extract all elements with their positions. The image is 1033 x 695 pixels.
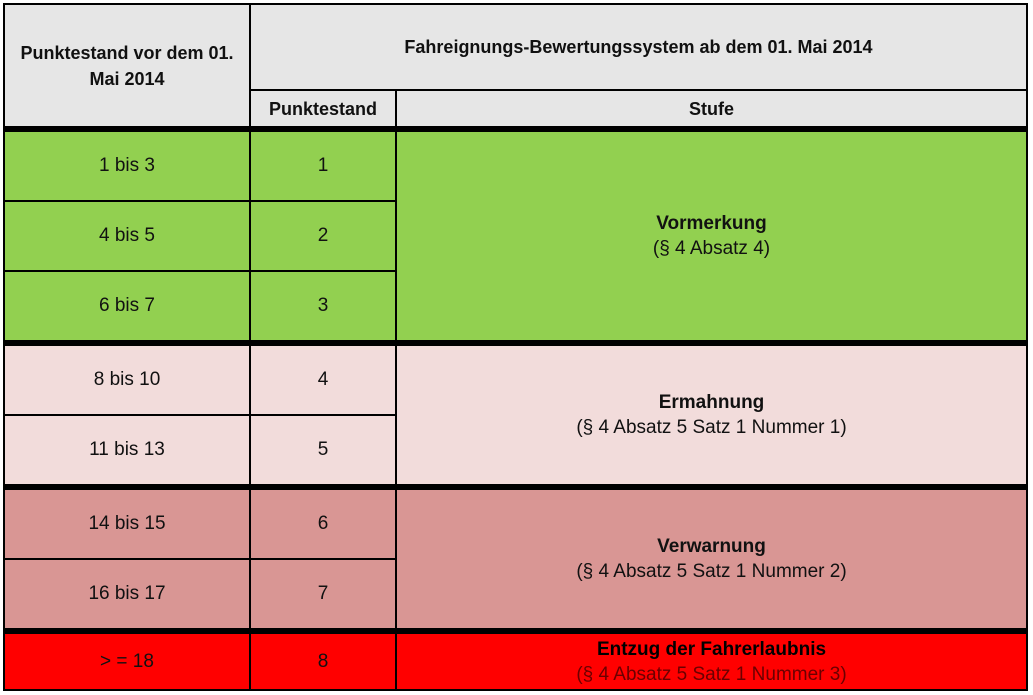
points-cell: 6 [251,490,395,558]
old-points-cell: 6 bis 7 [5,272,249,340]
stage-cell [397,132,1026,340]
points-cell: 8 [251,634,395,689]
column-divider [395,132,397,340]
old-points-cell: 4 bis 5 [5,202,249,270]
column-divider [249,346,251,484]
stage-name: Ermahnung [658,392,765,413]
header-old-points-label: Punktestand vor dem 01. Mai 2014 [20,42,234,89]
stage-cell [397,634,1026,689]
header-system-title-label: Fahreignungs-Bewertungssystem ab dem 01. Mai 2014 [404,37,873,57]
points-cell: 4 [251,346,395,414]
header-points [251,91,395,126]
points-table [3,3,1028,691]
old-points-cell: 8 bis 10 [5,346,249,414]
points-cell: 5 [251,416,395,484]
old-points-cell: 11 bis 13 [5,416,249,484]
header-points-label: Punktestand [268,98,378,119]
points-cell: 2 [251,202,395,270]
old-points-cell: > = 18 [5,634,249,689]
column-divider [249,132,251,340]
header-col-divider-2 [395,91,397,126]
stage-name: Vormerkung [656,213,767,234]
stage-cell [397,490,1026,628]
old-points-cell: 16 bis 17 [5,560,249,628]
header-stage [397,91,1026,126]
header-system-title [251,5,1026,89]
points-cell: 7 [251,560,395,628]
header-stage-label: Stufe [689,98,734,119]
old-points-cell: 1 bis 3 [5,132,249,200]
header-col-divider-1 [249,5,251,126]
stage-law-reference: (§ 4 Absatz 5 Satz 1 Nummer 3) [576,663,847,685]
old-points-cell: 14 bis 15 [5,490,249,558]
header-divider [251,89,1026,91]
header-old-points [5,5,249,126]
column-divider [395,490,397,628]
stage-law-reference: (§ 4 Absatz 5 Satz 1 Nummer 2) [576,561,847,582]
stage-cell [397,346,1026,484]
column-divider [249,634,251,689]
stage-law-reference: (§ 4 Absatz 4) [652,238,771,259]
column-divider [249,490,251,628]
points-cell: 1 [251,132,395,200]
stage-name: Entzug der Fahrerlaubnis [596,638,827,660]
stage-name: Verwarnung [657,536,766,557]
stage-law-reference: (§ 4 Absatz 5 Satz 1 Nummer 1) [576,417,847,438]
column-divider [395,346,397,484]
column-divider [395,634,397,689]
points-cell: 3 [251,272,395,340]
